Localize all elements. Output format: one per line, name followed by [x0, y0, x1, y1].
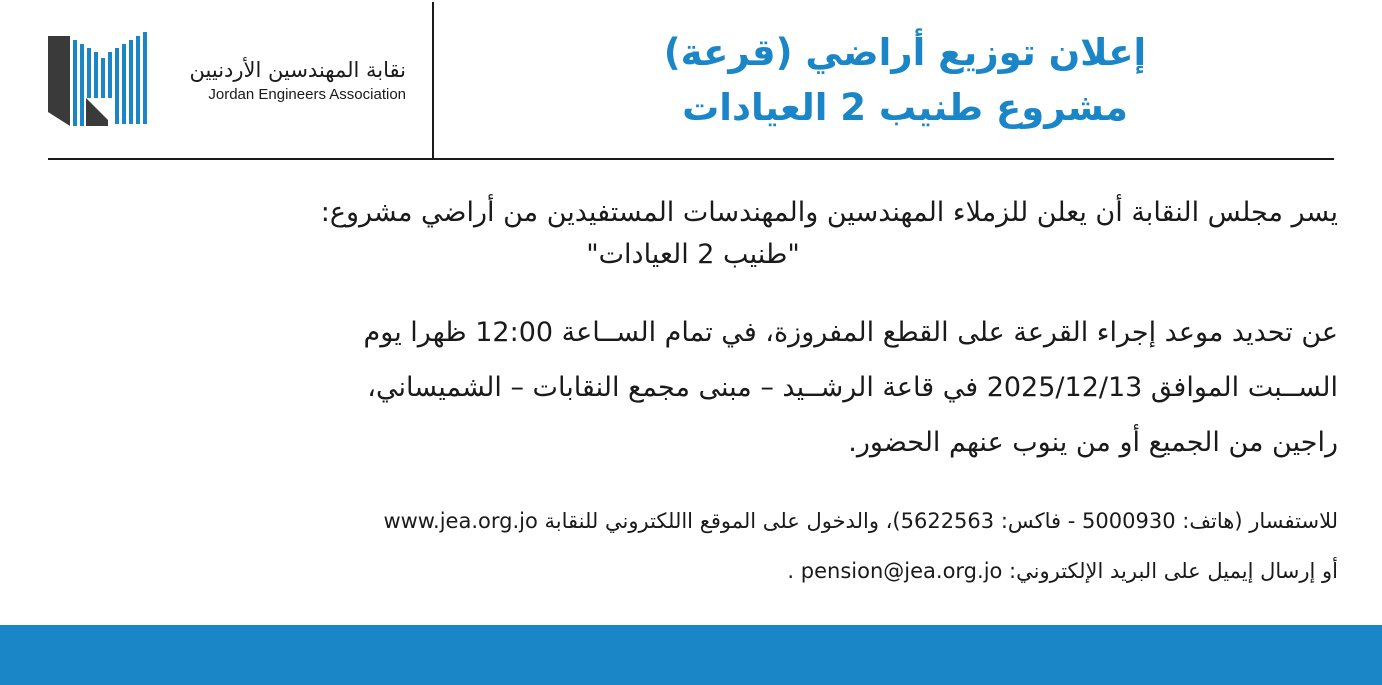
contact-line-2: أو إرسال إيميل على البريد الإلكتروني: pension@jea.org.jo .: [787, 559, 1338, 583]
announcement-title: [560, 28, 1250, 138]
header-vertical-divider: [432, 2, 434, 159]
org-name-arabic: نقابة المهندسين الأردنيين: [189, 58, 406, 82]
project-name-quote: "طنيب 2 العيادات": [586, 239, 800, 270]
header-horizontal-rule: [48, 158, 1334, 160]
org-logo: [46, 30, 416, 130]
jea-logo-icon: [46, 30, 161, 130]
details-line-2: الســبت الموافق 2025/12/13 في قاعة الرشــيد – مبنى مجمع النقابات – الشميساني،: [367, 372, 1338, 403]
contact-paragraph: [48, 496, 1338, 596]
intro-paragraph: [48, 192, 1338, 276]
title-line-1: إعلان توزيع أراضي (قرعة): [663, 31, 1147, 74]
title-line-2: مشروع طنيب 2 العيادات: [682, 86, 1128, 129]
contact-line-1: للاستفسار (هاتف: 5000930 - فاكس: 5622563)، والدخول على الموقع االلكتروني للنقابة www.jea.org.jo: [383, 509, 1338, 533]
details-line-1: عن تحديد موعد إجراء القرعة على القطع المفروزة، في تمام الســاعة 12:00 ظهرا يوم: [363, 317, 1338, 348]
details-paragraph: [48, 305, 1338, 470]
intro-line-1: يسر مجلس النقابة أن يعلن للزملاء المهندسين والمهندسات المستفيدين من أراضي مشروع:: [320, 197, 1338, 228]
footer-bar: [0, 625, 1382, 685]
org-name-english: Jordan Engineers Association: [208, 86, 406, 103]
details-line-3: راجين من الجميع أو من ينوب عنهم الحضور.: [848, 427, 1338, 458]
